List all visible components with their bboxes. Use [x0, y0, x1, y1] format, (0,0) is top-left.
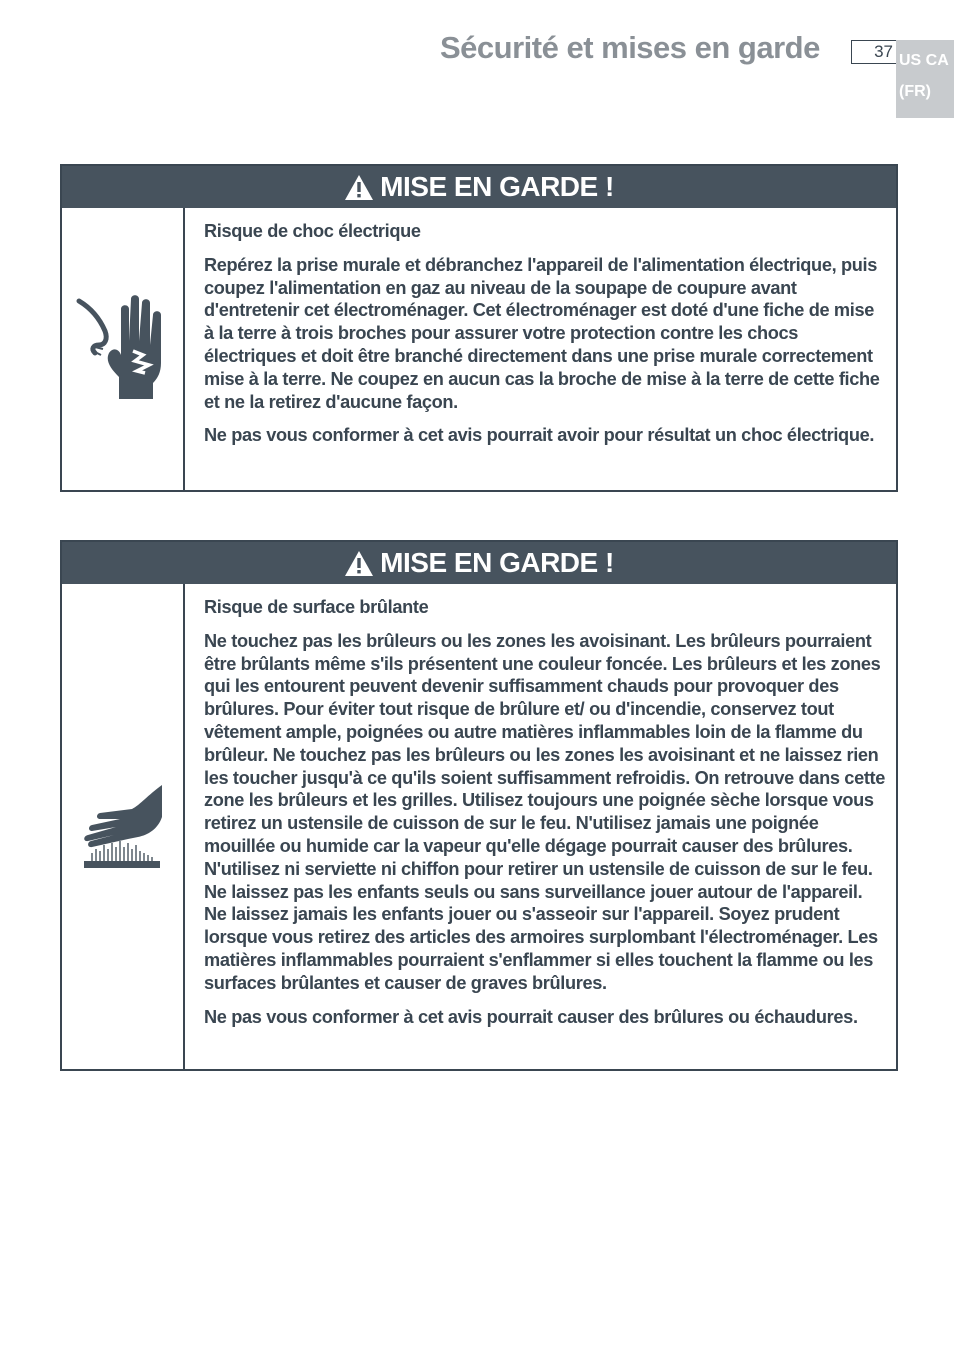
- hot-surface-hand-icon: [78, 781, 168, 873]
- icon-column: [62, 208, 185, 490]
- warning-text: [185, 208, 896, 490]
- hazard-title: Risque de surface brûlante: [204, 597, 429, 617]
- warning-text: [185, 584, 896, 1069]
- locale-line-1: US CA: [899, 52, 949, 69]
- warning-consequence: Ne pas vous conformer à cet avis pourrait avoir pour résultat un choc électrique.: [204, 425, 875, 446]
- warning-header: [62, 166, 896, 208]
- warning-header-label: MISE EN GARDE !: [380, 547, 614, 578]
- page-number: 37: [851, 40, 896, 64]
- warning-triangle-icon: [344, 174, 374, 201]
- locale-tab: [896, 40, 954, 118]
- warning-header: [62, 542, 896, 584]
- warning-consequence: Ne pas vous conformer à cet avis pourrait causer des brûlures ou échaudures.: [204, 1006, 858, 1027]
- page-title: Sécurité et mises en garde: [440, 30, 820, 65]
- warning-body-text: Repérez la prise murale et débranchez l'appareil de l'alimentation électrique, puis coupez l'alimentation en gaz au niveau de la soupape de coupure avant d'entretenir cet électroménager. Cet électroménager est doté d'une fiche de mise à la terre à trois broches pour assurer votre protection contre les chocs électriques et doit être branché directement dans une prise murale correctement mise à la terre. Ne coupez en aucun cas la broche de mise à la terre de cette fiche et ne la retirez d'aucune façon.: [204, 254, 880, 412]
- warning-body-text: Ne touchez pas les brûleurs ou les zones les avoisinant. Les brûleurs pourraient être brûlants même s'ils présentent une couleur foncée. Les brûleurs et les zones qui les entourent peuvent devenir suffisamment chauds pour provoquer des brûlures. Pour éviter tout risque de brûlure et/ ou d'incendie, conservez tout vêtement ample, poignées ou autre matières inflammables loin de la flamme du brûleur. Ne touchez pas les brûleurs ou les zones les avoisinant et ne laissez rien les toucher jusqu'à ce qu'ils soient suffisamment refroidis. On retrouve dans cette zone les brûleurs et les grilles. Utilisez toujours une poignée sèche lorsque vous retirez un ustensile de cuisson de sur le feu. N'utilisez jamais une poignée mouillée ou humide car la vapeur qu'elle dégage pourrait causer des brûlures. N'utilisez ni serviette ni chiffon pour retirer un ustensile de cuisson de sur le feu. Ne laissez pas les enfants seuls ou sans surveillance jouer autour de l'appareil. Ne laissez jamais les enfants jouer ou s'asseoir sur l'appareil. Soyez prudent lorsque vous retirez des articles des armoires surplombant l'électroménager. Les matières inflammables pourraient s'enflammer si elles touchent la flamme ou les surfaces brûlantes et causer de graves brûlures.: [204, 630, 886, 993]
- hazard-title: Risque de choc électrique: [204, 221, 421, 241]
- locale-line-2: (FR): [899, 83, 931, 100]
- warning-box-electric-shock: [60, 164, 898, 492]
- warning-triangle-icon: [344, 550, 374, 577]
- warning-header-label: MISE EN GARDE !: [380, 171, 614, 202]
- warning-box-hot-surface: [60, 540, 898, 1071]
- icon-column: [62, 584, 185, 1069]
- electric-shock-hand-icon: [75, 289, 170, 409]
